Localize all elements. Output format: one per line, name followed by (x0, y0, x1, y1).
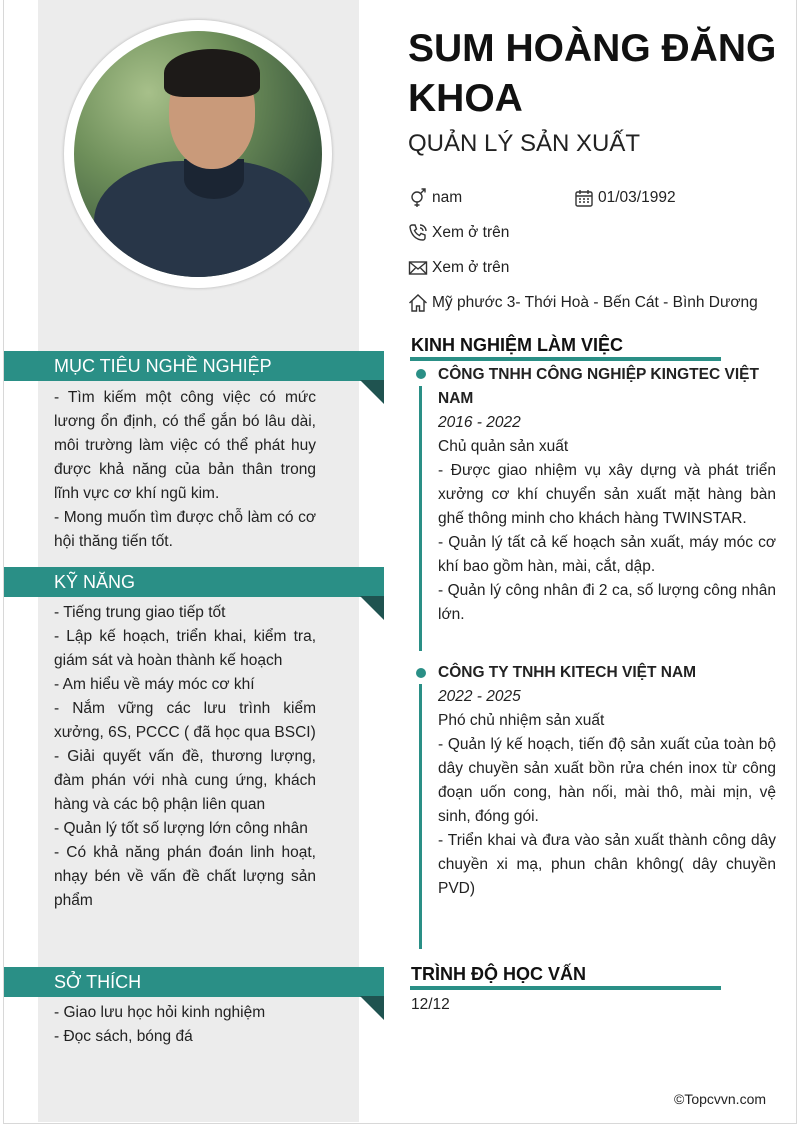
hobbies-text (54, 1001, 316, 1049)
job-role: Phó chủ nhiệm sản xuất (438, 712, 605, 729)
objective-text (54, 386, 316, 554)
email-info (408, 258, 509, 278)
job-years: 2016 - 2022 (438, 414, 521, 431)
education-value: 12/12 (411, 996, 450, 1013)
mail-icon (408, 258, 428, 278)
job-role: Chủ quản sản xuất (438, 438, 569, 455)
job-company: CÔNG TNHH CÔNG NGHIỆP KINGTEC VIỆT NAM (438, 366, 759, 407)
job-line: - Quản lý tất cả kế hoạch sản xuất, máy móc cơ khí bao gồm hàn, mài, cắt, dập. (438, 534, 776, 575)
skills-fold (360, 596, 384, 620)
education-underline (410, 986, 721, 990)
experience-heading: KINH NGHIỆM LÀM VIỆC (411, 335, 624, 355)
skills-heading: KỸ NĂNG (4, 567, 384, 597)
skill-line: - Tiếng trung giao tiếp tốt (54, 604, 226, 621)
skill-line: - Quản lý tốt số lượng lớn công nhân (54, 820, 308, 837)
skills-text (54, 601, 316, 913)
job-line: - Được giao nhiệm vụ xây dựng và phát triển xưởng cơ khí chuyển sản xuất mặt hàng bàn ghế thông minh cho khách hàng TWINSTAR. (438, 462, 776, 527)
calendar-icon (574, 188, 594, 208)
experience-underline (410, 357, 721, 361)
job-line: - Quản lý kế hoạch, tiến độ sản xuất của toàn bộ dây chuyền sản xuất bồn rửa chén inox từ công đoạn uốn cong, hàn nối, mài thô, mài mịn, vệ sinh, đóng gói. (438, 736, 776, 825)
gender-icon (408, 188, 428, 208)
job-entry (438, 363, 776, 627)
timeline-line (419, 684, 422, 949)
job-company: CÔNG TY TNHH KITECH VIỆT NAM (438, 664, 697, 681)
hobbies-fold (360, 996, 384, 1020)
address-value: Mỹ phước 3- Thới Hoà - Bến Cát - Bình Dương (432, 294, 758, 311)
job-line: - Triển khai và đưa vào sản xuất thành công dây chuyền xi mạ, phun chân không( dây chuyền PVD) (438, 832, 776, 897)
job-entry (438, 661, 776, 901)
skill-line: - Lập kế hoạch, triển khai, kiểm tra, giám sát và hoàn thành kế hoạch (54, 628, 316, 669)
skill-line: - Giải quyết vấn đề, thương lượng, đàm phán với nhà cung ứng, khách hàng và các bộ phận liên quan (54, 748, 316, 813)
education-heading: TRÌNH ĐỘ HỌC VẤN (411, 964, 586, 984)
email-value: Xem ở trên (432, 259, 510, 276)
job-years: 2022 - 2025 (438, 688, 521, 705)
phone-info (408, 223, 509, 243)
candidate-name: SUM HOÀNG ĐĂNG KHOA (408, 27, 777, 120)
timeline-line (419, 386, 422, 651)
birthday-value: 01/03/1992 (598, 189, 676, 206)
hobby-line: - Đọc sách, bóng đá (54, 1028, 193, 1045)
footer-watermark: ©Topcvvn.com (674, 1091, 767, 1107)
skill-line: - Am hiểu về máy móc cơ khí (54, 676, 255, 693)
timeline-dot (416, 668, 426, 678)
job-line: - Quản lý công nhân đi 2 ca, số lượng công nhân lớn. (438, 582, 776, 623)
gender-value: nam (432, 189, 463, 206)
job-title: QUẢN LÝ SẢN XUẤT (408, 130, 641, 157)
skill-line: - Có khả năng phán đoán linh hoạt, nhạy bén về vấn đề chất lượng sản phẩm (54, 844, 316, 909)
skill-line: - Nắm vững các lưu trình kiểm xưởng, 6S, PCCC ( đã học qua BSCI) (54, 700, 316, 741)
hobbies-heading: SỞ THÍCH (4, 967, 384, 997)
objective-fold (360, 380, 384, 404)
objective-line: - Mong muốn tìm được chỗ làm có cơ hội thăng tiến tốt. (54, 509, 316, 550)
avatar (74, 31, 322, 277)
gender-info (408, 188, 462, 208)
phone-icon (408, 223, 428, 243)
home-icon (408, 293, 428, 313)
phone-value: Xem ở trên (432, 224, 510, 241)
timeline-dot (416, 369, 426, 379)
hobby-line: - Giao lưu học hỏi kinh nghiệm (54, 1004, 266, 1021)
birthday-info (574, 188, 676, 208)
objective-heading: MỤC TIÊU NGHỀ NGHIỆP (4, 351, 384, 381)
objective-line: - Tìm kiếm một công việc có mức lương ổn định, có thể gắn bó lâu dài, môi trường làm việc có thể phát huy được khả năng của bản thân trong lĩnh vực cơ khí ngũ kim. (54, 389, 316, 502)
address-info (408, 293, 758, 313)
